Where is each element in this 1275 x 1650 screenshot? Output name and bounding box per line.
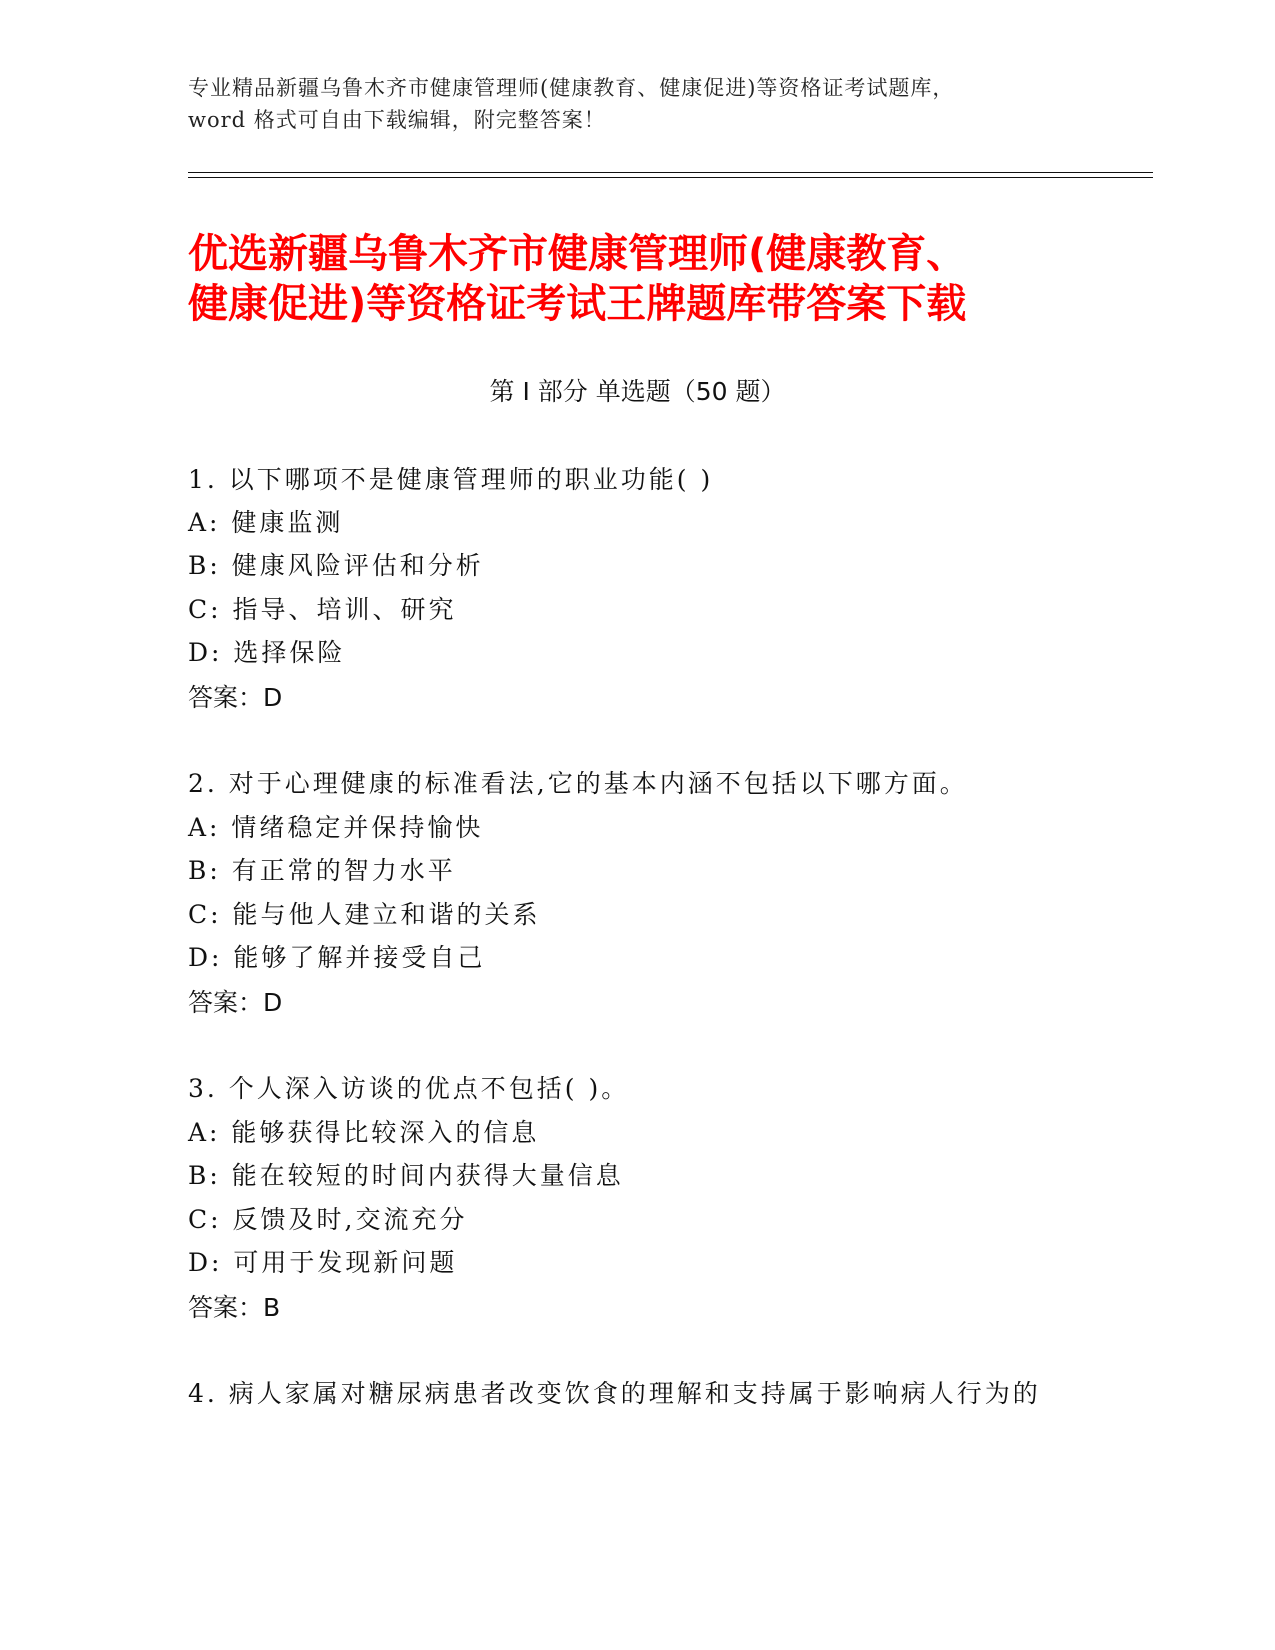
header-rule-top — [188, 172, 1153, 173]
option-d: D: 能够了解并接受自己 — [188, 943, 486, 972]
title-line-1: 优选新疆乌鲁木齐市健康管理师(健康教育、 — [188, 231, 967, 277]
answer-label: 答案：B — [188, 1293, 281, 1322]
answer-label: 答案：D — [188, 988, 283, 1017]
section-title: 第 I 部分 单选题（50 题） — [489, 377, 786, 406]
option-a: A: 能够获得比较深入的信息 — [188, 1118, 540, 1147]
option-b: B: 有正常的智力水平 — [188, 856, 456, 885]
question-stem: 3. 个人深入访谈的优点不包括( )。 — [188, 1074, 630, 1103]
answer-label: 答案：D — [188, 683, 283, 712]
option-a: A: 健康监测 — [188, 508, 344, 537]
option-d: D: 可用于发现新问题 — [188, 1248, 458, 1277]
option-b: B: 能在较短的时间内获得大量信息 — [188, 1161, 624, 1190]
question-stem: 2. 对于心理健康的标准看法,它的基本内涵不包括以下哪方面。 — [188, 769, 968, 798]
header-line-2: word 格式可自由下载编辑，附完整答案！ — [188, 108, 606, 132]
header-line-1: 专业精品新疆乌鲁木齐市健康管理师(健康教育、健康促进)等资格证考试题库， — [188, 76, 955, 100]
option-b: B: 健康风险评估和分析 — [188, 551, 484, 580]
option-c: C: 能与他人建立和谐的关系 — [188, 900, 541, 929]
option-c: C: 指导、培训、研究 — [188, 595, 457, 624]
option-c: C: 反馈及时,交流充分 — [188, 1205, 468, 1234]
option-d: D: 选择保险 — [188, 638, 346, 667]
title-line-2: 健康促进)等资格证考试王牌题库带答案下载 — [188, 281, 967, 327]
question-stem: 1. 以下哪项不是健康管理师的职业功能( ) — [188, 465, 714, 494]
option-a: A: 情绪稳定并保持愉快 — [188, 813, 484, 842]
question-stem: 4. 病人家属对糖尿病患者改变饮食的理解和支持属于影响病人行为的 — [188, 1379, 1041, 1408]
header-rule-bottom — [188, 177, 1153, 178]
